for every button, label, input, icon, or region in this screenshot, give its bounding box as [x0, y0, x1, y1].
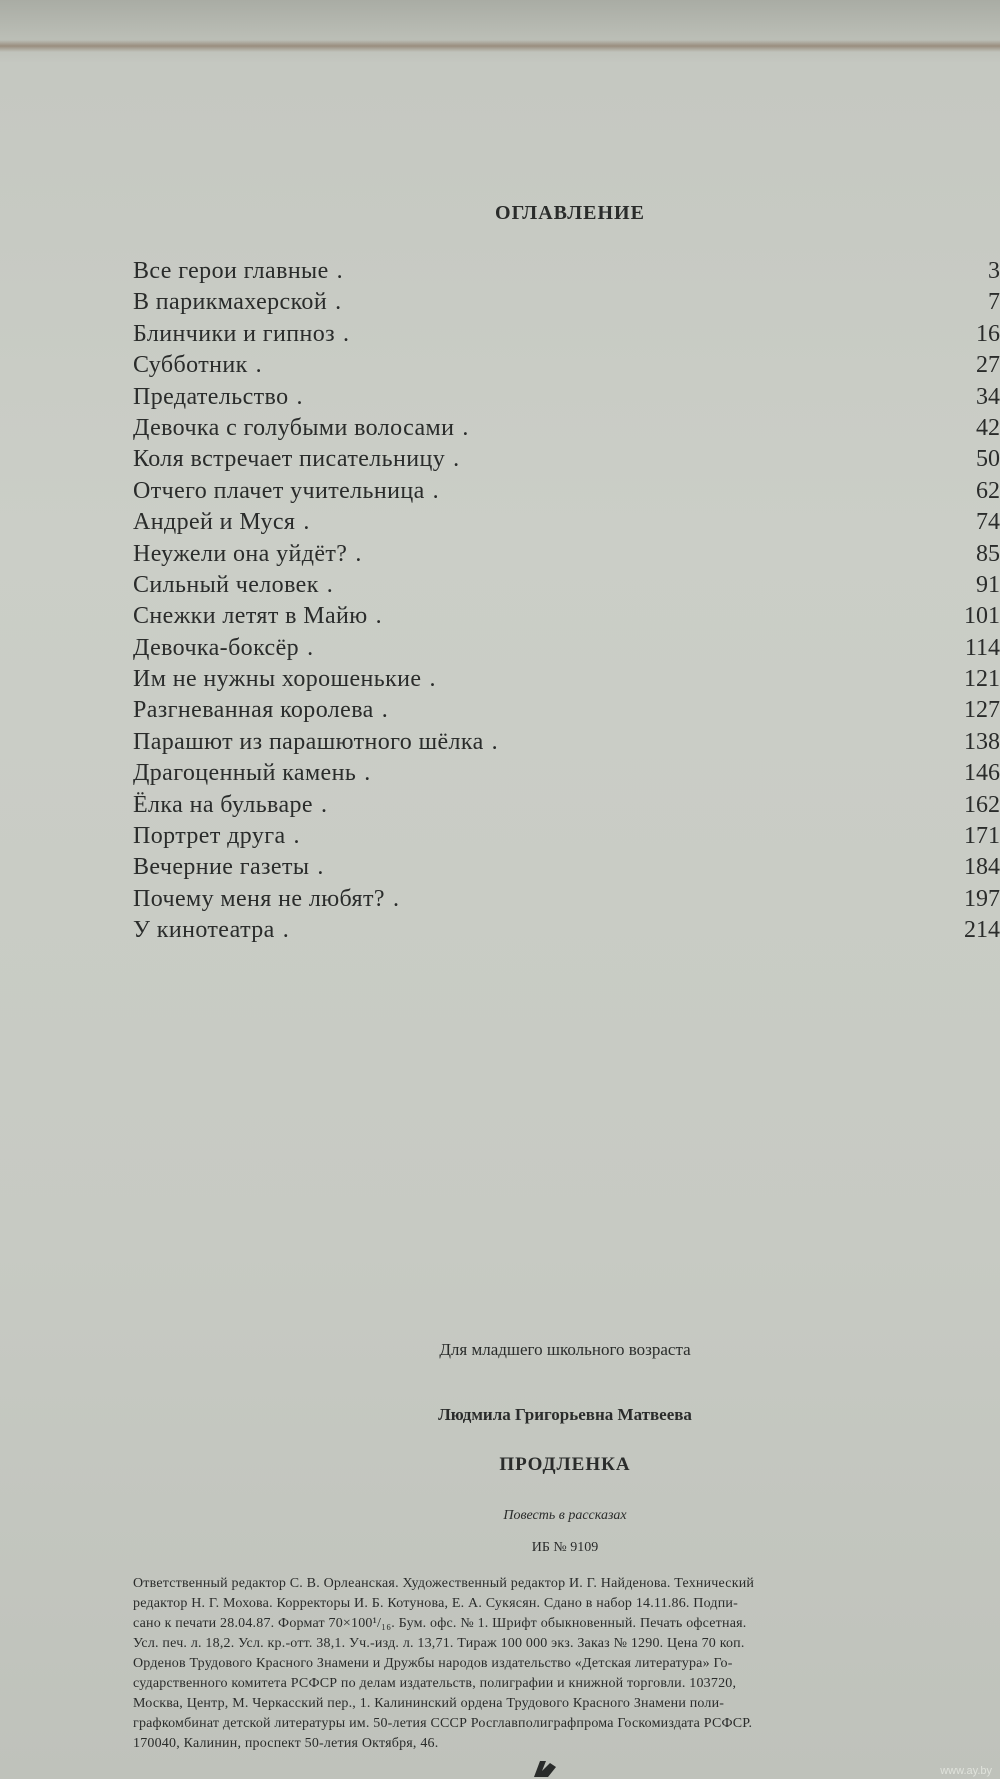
toc-leader-dots: . — [296, 383, 317, 410]
toc-leader-dots: . — [364, 760, 385, 787]
imprint-block — [133, 1574, 1000, 1754]
toc-entry-title: Почему меня не любят? — [133, 885, 385, 912]
toc-leader-dots: . — [326, 571, 347, 598]
toc-entry-page: 50 — [976, 446, 1000, 473]
table-of-contents — [133, 256, 1000, 947]
toc-entry — [133, 507, 1000, 538]
toc-leader-dots: . — [381, 697, 402, 724]
toc-entry-page: 42 — [976, 414, 1000, 441]
toc-entry-page: 62 — [976, 477, 1000, 504]
toc-entry-page: 101 — [964, 603, 1000, 630]
imprint-line: Ответственный редактор С. В. Орлеанская. Художественный редактор И. Г. Найденова. Технический — [133, 1576, 755, 1591]
toc-entry-title: Субботник — [133, 352, 248, 379]
toc-entry-page: 27 — [976, 352, 1000, 379]
toc-entry-title: Девочка-боксёр — [133, 634, 300, 661]
toc-leader-dots: . — [307, 634, 328, 661]
toc-entry-page: 146 — [964, 760, 1000, 787]
ib-number: ИБ № 9109 — [531, 1540, 599, 1555]
toc-entry-page: 34 — [976, 383, 1000, 410]
toc-leader-dots: . — [293, 823, 314, 850]
toc-leader-dots: . — [491, 728, 512, 755]
toc-entry-title: Им не нужны хорошенькие — [133, 666, 422, 693]
toc-leader-dots: . — [375, 603, 396, 630]
audience-note: Для младшего школьного возраста — [439, 1340, 691, 1359]
toc-entry — [133, 539, 1000, 570]
toc-entry — [133, 256, 1000, 287]
toc-leader-dots: . — [432, 477, 453, 504]
imprint-line: 170040, Калинин, проспект 50-летия Октября, 46. — [133, 1736, 439, 1751]
publisher-logo-icon — [530, 1757, 560, 1779]
imprint-line: графкомбинат детской литературы им. 50-летия СССР Росглавполиграфпрома Госкомиздата РСФСР. — [133, 1716, 753, 1731]
toc-entry — [133, 633, 1000, 664]
toc-leader-dots: . — [462, 414, 483, 441]
toc-entry-page: 171 — [964, 823, 1000, 850]
torn-edge — [0, 40, 1000, 52]
toc-leader-dots: . — [317, 854, 338, 881]
toc-entry — [133, 444, 1000, 475]
imprint-line: сано к печати 28.04.87. Формат 70×100¹/₁₆. Бум. офс. № 1. Шрифт обыкновенный. Печать офсетная. — [133, 1616, 747, 1631]
toc-entry-page: 162 — [964, 791, 1000, 818]
toc-entry-page: 74 — [976, 509, 1000, 536]
toc-leader-dots: . — [255, 352, 276, 379]
imprint-line: Орденов Трудового Красного Знамени и Дружбы народов издательство «Детская литература» Го- — [133, 1656, 733, 1671]
imprint-line: сударственного комитета РСФСР по делам издательств, полиграфии и книжной торговли. 103720, — [133, 1676, 737, 1691]
toc-leader-dots: . — [336, 258, 357, 284]
toc-entry — [133, 350, 1000, 381]
toc-entry — [133, 915, 1000, 946]
toc-entry — [133, 319, 1000, 350]
toc-entry — [133, 852, 1000, 883]
toc-leader-dots: . — [343, 320, 364, 347]
toc-entry-title: Сильный человек — [133, 571, 319, 598]
toc-leader-dots: . — [320, 791, 341, 818]
imprint-line: Усл. печ. л. 18,2. Усл. кр.-отт. 38,1. Уч.-изд. л. 13,71. Тираж 100 000 экз. Заказ № 1290. Цена 70 коп. — [133, 1636, 745, 1651]
toc-entry-title: Девочка с голубыми волосами — [133, 414, 455, 441]
toc-entry — [133, 476, 1000, 507]
toc-entry-title: Парашют из парашютного шёлка — [133, 728, 484, 755]
toc-entry — [133, 884, 1000, 915]
toc-entry — [133, 601, 1000, 632]
toc-entry — [133, 570, 1000, 601]
toc-entry-page: 3 — [988, 258, 1000, 284]
toc-entry — [133, 821, 1000, 852]
watermark: www.ay.by — [940, 1765, 992, 1777]
toc-leader-dots: . — [453, 446, 474, 473]
toc-entry-page: 121 — [964, 666, 1000, 693]
toc-entry — [133, 413, 1000, 444]
book-subtitle: Повесть в рассказах — [503, 1508, 627, 1523]
toc-heading: ОГЛАВЛЕНИЕ — [495, 202, 645, 224]
toc-entry-title: Андрей и Муся — [133, 509, 296, 536]
toc-entry — [133, 382, 1000, 413]
toc-entry-title: Все герои главные — [133, 258, 329, 284]
toc-entry-page: 184 — [964, 854, 1000, 881]
toc-entry-title: Ёлка на бульваре — [133, 791, 313, 818]
imprint-line: Москва, Центр, М. Черкасский пер., 1. Калининский ордена Трудового Красного Знамени поли- — [133, 1696, 725, 1711]
toc-entry-page: 214 — [964, 917, 1000, 944]
toc-entry-page: 91 — [976, 571, 1000, 598]
toc-entry-title: В парикмахерской — [133, 289, 328, 316]
toc-entry-title: Предательство — [133, 383, 289, 410]
toc-leader-dots: . — [355, 540, 376, 567]
toc-entry-page: 16 — [976, 320, 1000, 347]
toc-entry-title: У кинотеатра — [133, 917, 275, 944]
toc-entry-page: 114 — [964, 634, 1000, 661]
toc-entry — [133, 287, 1000, 318]
toc-leader-dots: . — [303, 509, 324, 536]
page-top-edge — [0, 0, 1000, 62]
toc-entry-page: 85 — [976, 540, 1000, 567]
toc-entry-title: Блинчики и гипноз — [133, 320, 336, 347]
author-name: Людмила Григорьевна Матвеева — [438, 1405, 692, 1424]
toc-entry — [133, 758, 1000, 789]
toc-entry-title: Коля встречает писательницу — [133, 446, 446, 473]
toc-entry-title: Снежки летят в Майю — [133, 603, 368, 630]
toc-entry-title: Неужели она уйдёт? — [133, 540, 348, 567]
toc-entry-title: Отчего плачет учительница — [133, 477, 425, 504]
toc-entry — [133, 727, 1000, 758]
toc-entry — [133, 664, 1000, 695]
toc-entry — [133, 695, 1000, 726]
toc-entry-page: 7 — [988, 289, 1000, 316]
toc-leader-dots: . — [392, 885, 413, 912]
toc-entry-title: Вечерние газеты — [133, 854, 310, 881]
toc-leader-dots: . — [429, 666, 450, 693]
imprint-line: редактор Н. Г. Мохова. Корректоры И. Б. Котунова, Е. А. Сукясян. Сдано в набор 14.11.86. Подпи- — [133, 1596, 738, 1611]
book-title: ПРОДЛЕНКА — [499, 1454, 631, 1475]
toc-entry — [133, 790, 1000, 821]
toc-entry-title: Разгневанная королева — [133, 697, 374, 724]
toc-entry-page: 127 — [964, 697, 1000, 724]
toc-leader-dots: . — [335, 289, 356, 316]
toc-leader-dots: . — [282, 917, 303, 944]
toc-entry-page: 197 — [964, 885, 1000, 912]
toc-entry-title: Портрет друга — [133, 823, 286, 850]
toc-entry-page: 138 — [964, 728, 1000, 755]
toc-entry-title: Драгоценный камень — [133, 760, 357, 787]
